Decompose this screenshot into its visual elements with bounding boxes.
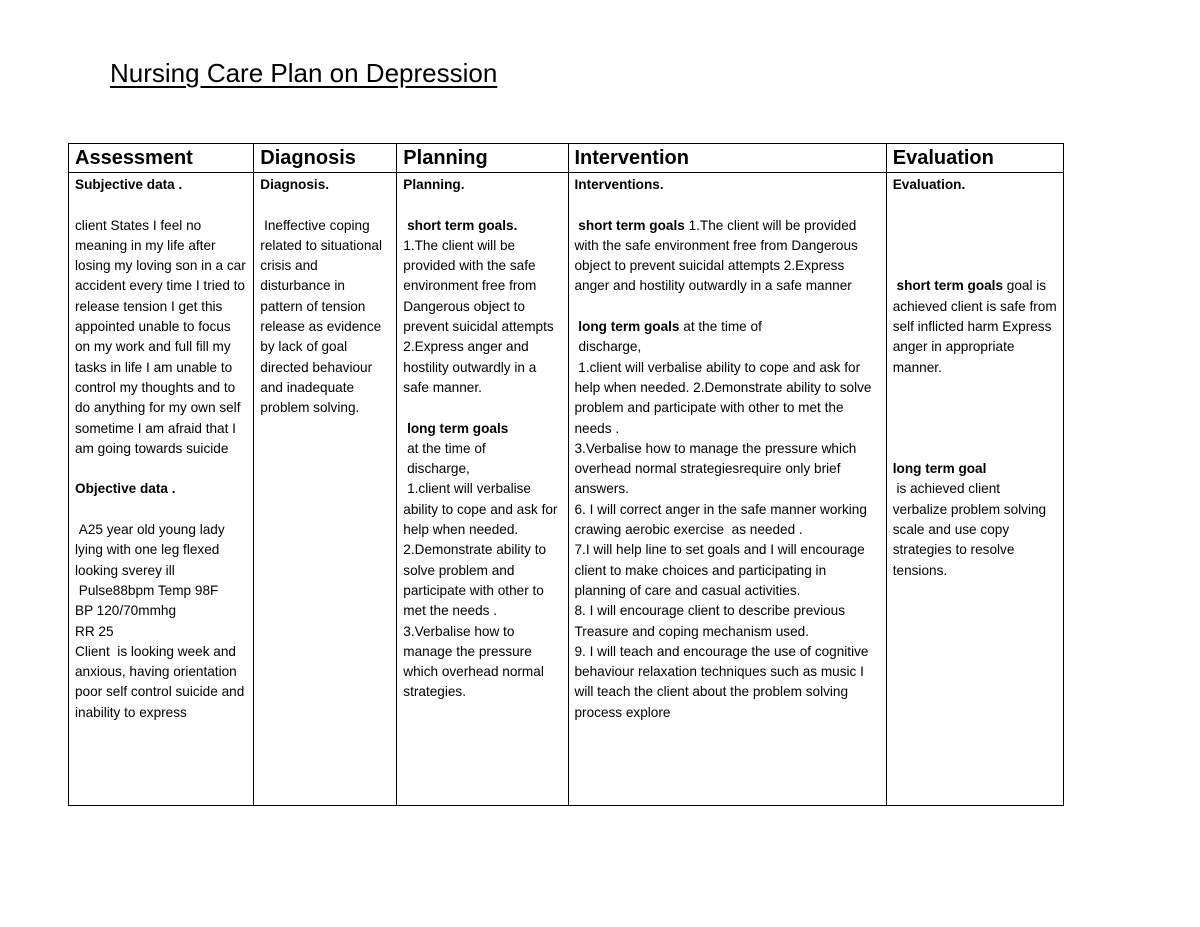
intervention-short-term — [575, 216, 880, 297]
care-plan-table — [68, 143, 1064, 806]
objective-line: RR 25 — [75, 623, 114, 639]
intervention-short-term-label: short term goals — [574, 217, 685, 233]
planning-heading: Planning. — [403, 177, 465, 192]
intervention-cell — [568, 173, 886, 806]
intervention-item: 1.client will verbalise ability to cope and ask for help when needed. 2.Demonstrate ability to solve problem and participate with other to met the needs . — [574, 359, 876, 436]
planning-long-term-line: discharge, — [403, 461, 470, 477]
evaluation-heading: Evaluation. — [892, 177, 966, 192]
diagnosis-heading: Diagnosis. — [260, 177, 330, 192]
subjective-text: client States I feel no meaning in my life after losing my loving son in a car accident every time I tried to release tension I get this appointed unable to focus on my work and full fill my tasks in life I am unable to control my thoughts and to do anything for my own self sometime I am afraid that I am going towards suicide — [75, 217, 250, 456]
table-header-row — [69, 144, 1064, 173]
header-assessment: Assessment — [69, 144, 254, 173]
planning-long-term-line: 1.client will verbalise ability to cope and ask for help when needed. 2.Demonstrate ability to solve problem and participate with other to met the needs . 3.Verbalise how to manage the pressure which overhead normal strategies. — [403, 481, 562, 700]
evaluation-short-term-text: goal is achieved client is safe from self inflicted harm Express anger in appropriate manner. — [892, 278, 1061, 375]
intervention-item: 8. I will encourage client to describe previous Treasure and coping mechanism used. — [574, 603, 849, 639]
objective-line: A25 year old young lady lying with one leg flexed looking sverey ill — [75, 522, 229, 578]
subjective-heading: Subjective data . — [75, 177, 183, 192]
intervention-item: 7.I will help line to set goals and I will encourage client to make choices and participating in planning of care and casual activities. — [574, 542, 869, 598]
intervention-long-term-label: long term goals — [574, 319, 680, 335]
header-intervention: Intervention — [568, 144, 886, 173]
planning-long-term-label: long term goals — [403, 420, 509, 436]
table-row — [69, 173, 1064, 806]
assessment-cell — [69, 173, 254, 806]
page-title: Nursing Care Plan on Depression — [110, 58, 498, 88]
intervention-item: discharge, — [578, 339, 642, 355]
objective-line: Client is looking week and anxious, having orientation poor self control suicide and inability to express — [75, 643, 249, 720]
intervention-item: 9. I will teach and encourage the use of cognitive behaviour relaxation techniques such as music I will teach the client about the problem solving process explore — [574, 643, 873, 720]
planning-cell — [397, 173, 568, 806]
objective-heading: Objective data . — [75, 481, 176, 497]
planning-short-term-text: 1.The client will be provided with the safe environment free from Dangerous object to prevent suicidal attempts 2.Express anger and hostility outwardly in a safe manner. — [403, 237, 558, 395]
evaluation-short-term-label: short term goals — [892, 278, 1004, 294]
intervention-long-term — [575, 317, 880, 337]
evaluation-long-term-label: long term goal — [892, 461, 987, 477]
diagnosis-text: Ineffective coping related to situational crisis and disturbance in pattern of tension release as evidence by lack of goal directed behaviour and inadequate problem solving. — [260, 217, 386, 416]
evaluation-cell — [886, 173, 1063, 806]
planning-short-term-label: short term goals. — [403, 217, 518, 233]
diagnosis-cell — [254, 173, 397, 806]
intervention-short-term-text: 1.The client will be provided with the safe environment free from Dangerous object to prevent suicidal attempts 2.Express anger and hostility outwardly in a safe manner — [574, 217, 862, 294]
intervention-heading: Interventions. — [574, 177, 664, 192]
header-diagnosis: Diagnosis — [254, 144, 397, 173]
planning-long-term-line: at the time of — [403, 440, 486, 456]
intervention-item: 6. I will correct anger in the safe manner working crawing aerobic exercise as needed . — [574, 501, 871, 538]
evaluation-short-term — [892, 276, 1061, 377]
intervention-item: 3.Verbalise how to manage the pressure which overhead normal strategiesrequire only brief answers. — [574, 440, 861, 497]
header-planning: Planning — [397, 144, 568, 173]
header-evaluation: Evaluation — [886, 144, 1063, 173]
objective-line: BP 120/70mmhg — [75, 603, 177, 619]
intervention-long-term-text: at the time of — [679, 319, 762, 335]
objective-line: Pulse88bpm Temp 98F — [75, 582, 219, 598]
evaluation-long-term-text: is achieved client verbalize problem solving scale and use copy strategies to resolve tensions. — [892, 481, 1050, 578]
